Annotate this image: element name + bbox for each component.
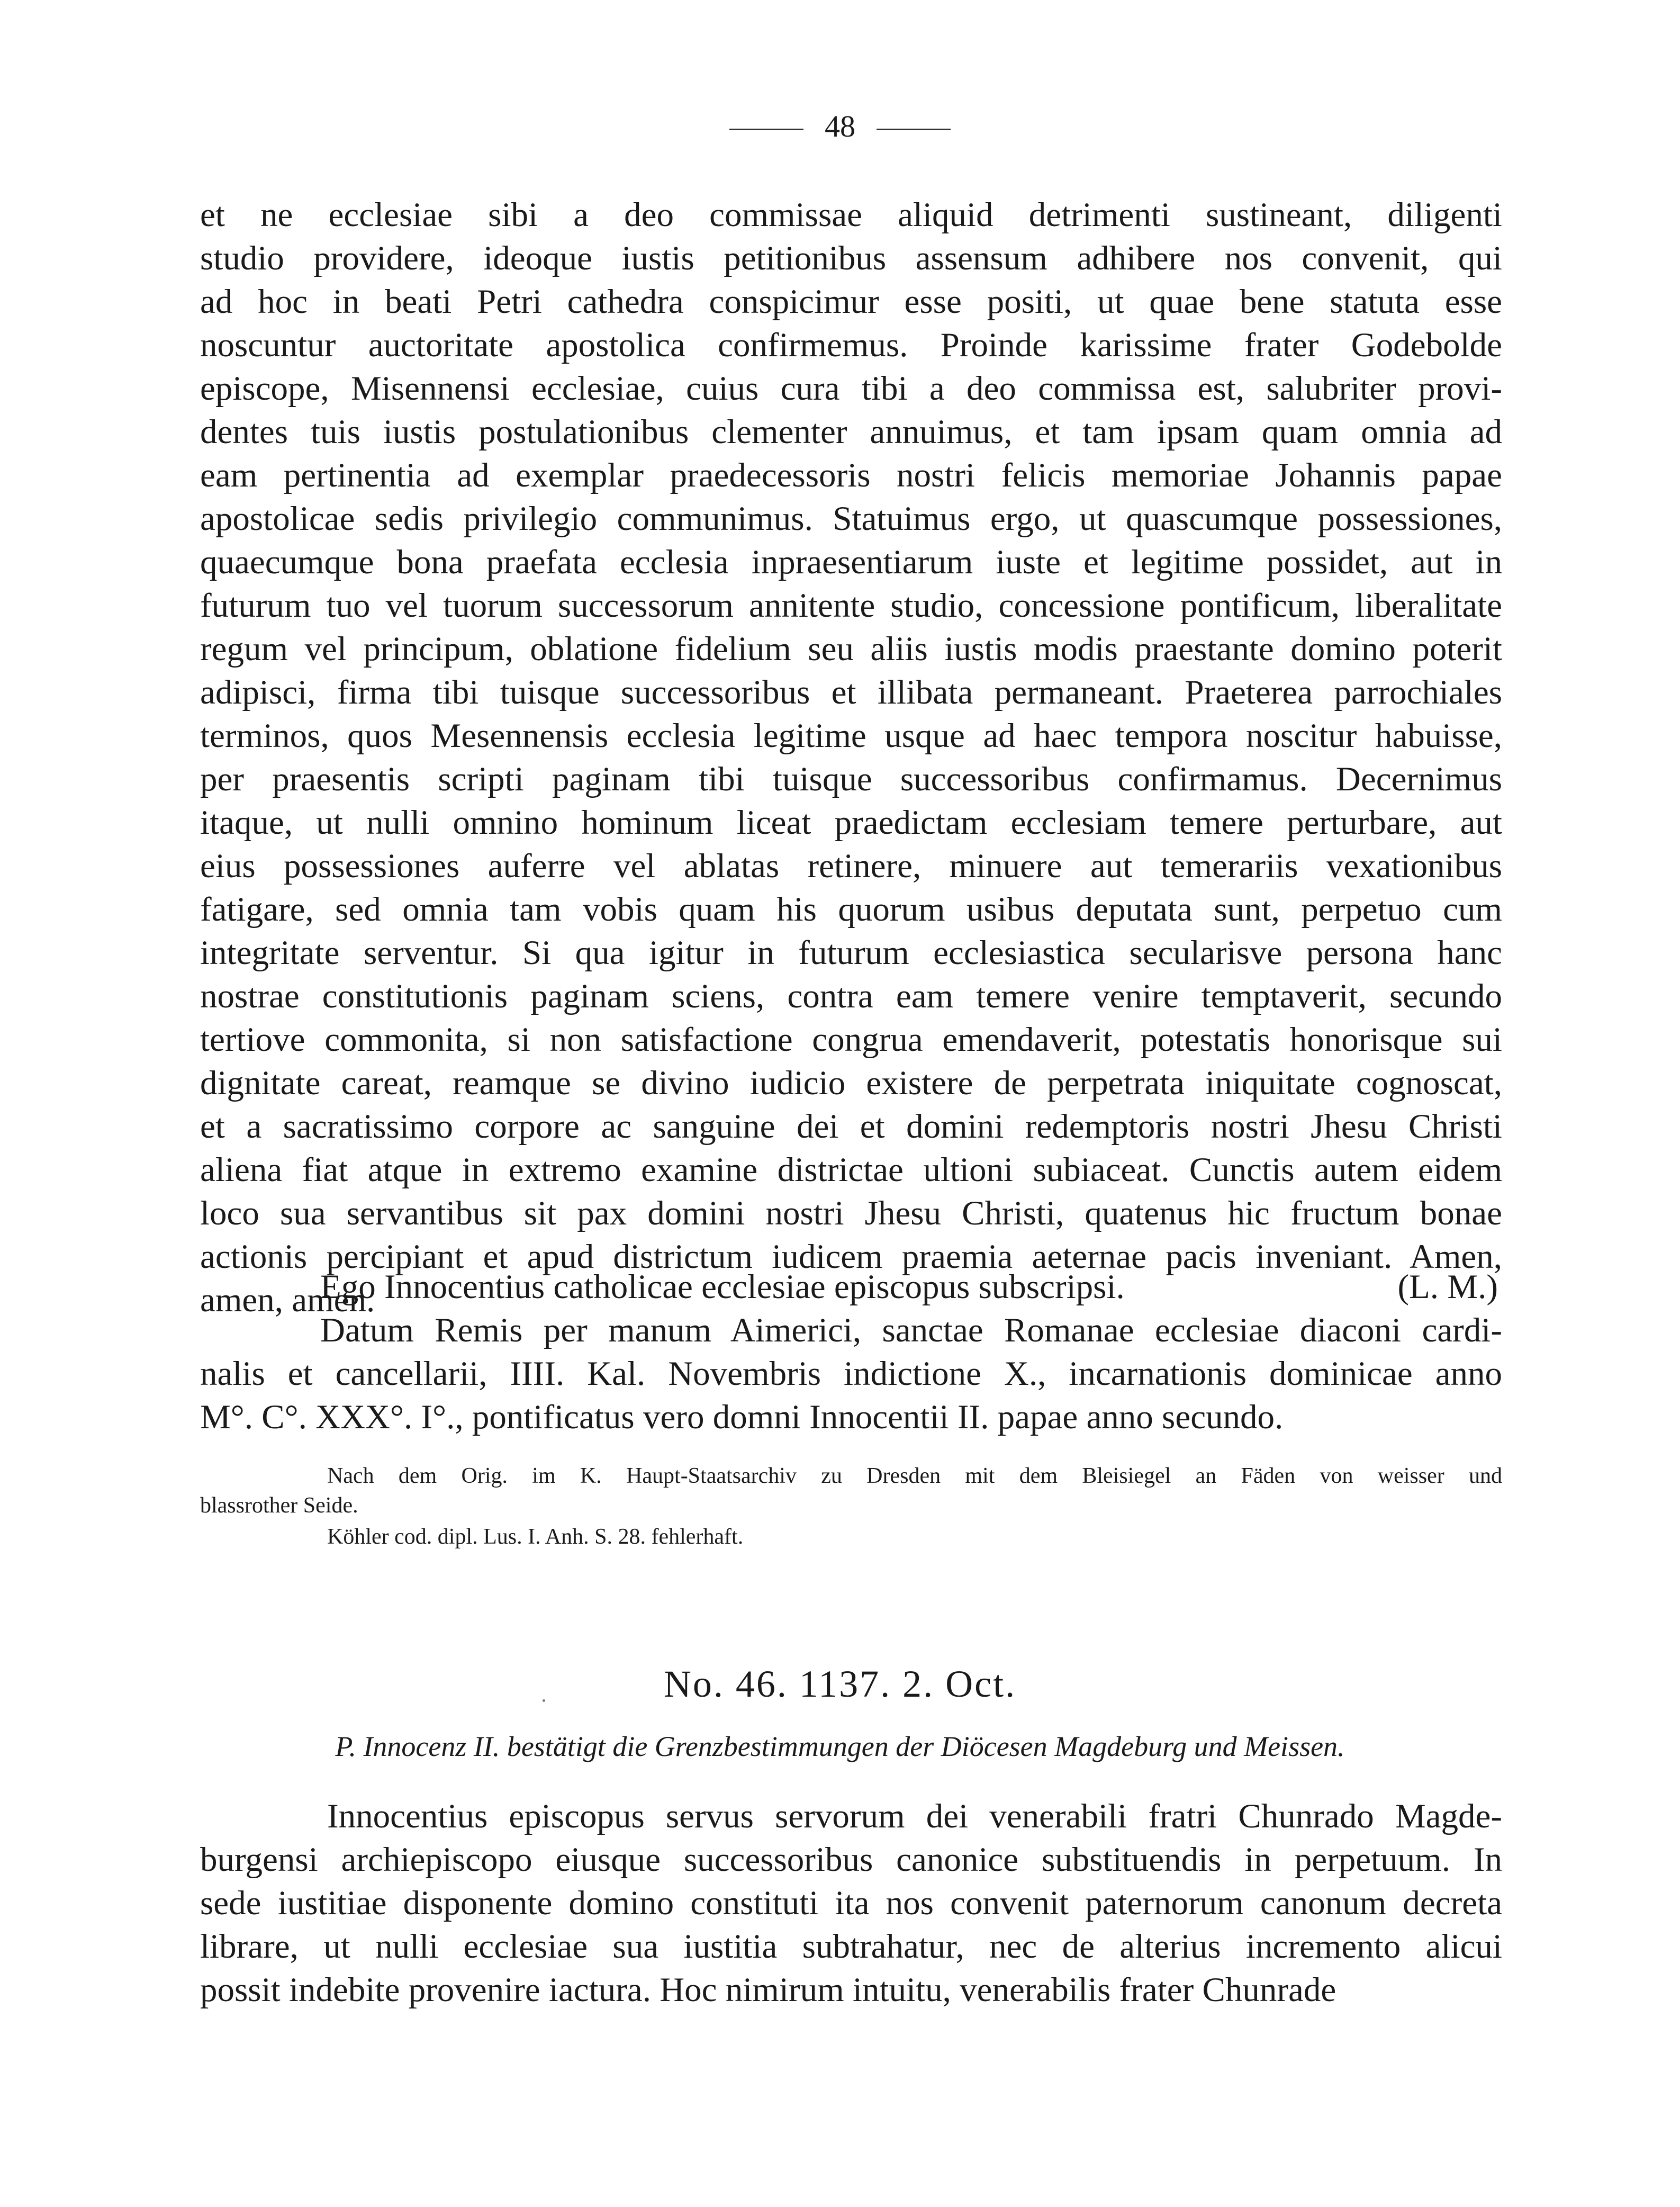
charter-46-body [200,1795,1502,2012]
charter-45-line: episcope, Misennensi ecclesiae, cuius cura tibi a deo commissa est, salubriter provi- [200,370,1502,408]
charter-45-line: fatigare, sed omnia tam vobis quam his quorum usibus deputata sunt, perpetuo cum [200,890,1502,929]
charter-45-line: regum vel principum, oblatione fidelium seu aliis iustis modis praestante domino poterit [200,630,1502,668]
charter-45-line: terminos, quos Mesennensis ecclesia legitime usque ad haec tempora noscitur habuisse, [200,717,1502,755]
document-summary: P. Innocenz II. bestätigt die Grenzbestimmungen der Diöcesen Magdeburg und Meissen. [335,1731,1345,1762]
page-number: 48 [825,109,855,143]
document-heading: No. 46. 1137. 2. Oct. [663,1663,1017,1705]
charter-45-line: per praesentis scripti paginam tibi tuisque successoribus confirmamus. Decernimus [200,760,1502,798]
charter-45-line: eam pertinentia ad exemplar praedecessoris nostri felicis memoriae Johannis papae [200,456,1502,494]
charter-46-line: possit indebite provenire iactura. Hoc nimirum intuitu, venerabilis frater Chunrade [200,1971,1336,2009]
source-note-line: blassrother Seide. [200,1493,358,1518]
charter-45-line: quaecumque bona praefata ecclesia inpraesentiarum iuste et legitime possidet, aut in [200,543,1502,581]
dating-line: Datum Remis per manum Aimerici, sanctae Romanae ecclesiae diaconi cardi- [320,1311,1502,1349]
dating-clause [200,1309,1502,1439]
charter-45-line: futurum tuo vel tuorum successorum annitente studio, concessione pontificum, liberalitate [200,587,1502,625]
charter-45-line: aliena fiat atque in extremo examine districtae ultioni subiaceat. Cunctis autem eidem [200,1151,1502,1189]
charter-46-line: burgensi archiepiscopo eiusque successoribus canonice substituendis in perpetuum. In [200,1841,1502,1879]
source-note [200,1461,1502,1520]
charter-46-line: librare, ut nulli ecclesiae sua iustitia subtrahatur, nec de alterius incremento alicui [200,1927,1502,1966]
charter-45-line: tertiove commonita, si non satisfactione congrua emendaverit, potestatis honorisque sui [200,1021,1502,1059]
source-note-line: Nach dem Orig. im K. Haupt-Staatsarchiv zu Dresden mit dem Bleisiegel an Fäden von weisser und [327,1464,1502,1488]
charter-45-line: dentes tuis iustis postulationibus clementer annuimus, et tam ipsam quam omnia ad [200,413,1502,451]
charter-45-line: nostrae constitutionis paginam sciens, contra eam temere venire temptaverit, secundo [200,977,1502,1015]
charter-45-line: dignitate careat, reamque se divino iudicio existere de perpetrata iniquitate cognoscat, [200,1064,1502,1102]
edition-note: Köhler cod. dipl. Lus. I. Anh. S. 28. fehlerhaft. [327,1525,744,1549]
charter-46-line: sede iustitiae disponente domino constituti ita nos convenit paternorum canonum decreta [200,1884,1502,1922]
charter-45-line: et ne ecclesiae sibi a deo commissae aliquid detrimenti sustineant, diligenti [200,196,1502,234]
charter-45-line: actionis percipiant et apud districtum iudicem praemia aeternae pacis inveniant. Amen, [200,1238,1502,1276]
charter-45-line: itaque, ut nulli omnino hominum liceat praedictam ecclesiam temere perturbare, aut [200,804,1502,842]
charter-45-body [200,193,1502,1322]
charter-45-line: noscuntur auctoritate apostolica confirmemus. Proinde karissime frater Godebolde [200,326,1502,364]
page-header [0,109,1680,144]
subscription-line [320,1265,1498,1309]
header-rule-left [729,129,803,130]
charter-45-line: studio providere, ideoque iustis petitionibus assensum adhibere nos convenit, qui [200,239,1502,277]
charter-46-line: Innocentius episcopus servus servorum dei venerabili fratri Chunrado Magde- [327,1797,1502,1835]
header-rule-right [877,129,951,130]
charter-45-line: et a sacratissimo corpore ac sanguine dei et domini redemptoris nostri Jhesu Christi [200,1107,1502,1146]
seal-mark: (L. M.) [1397,1268,1498,1306]
subscription-text: Ego Innocentius catholicae ecclesiae episcopus subscripsi. [320,1268,1125,1306]
charter-45-line: eius possessiones auferre vel ablatas retinere, minuere aut temerariis vexationibus [200,847,1502,885]
charter-45-line: apostolicae sedis privilegio communimus. Statuimus ergo, ut quascumque possessiones, [200,500,1502,538]
dating-line: M°. C°. XXX°. I°., pontificatus vero domni Innocentii II. papae anno secundo. [200,1398,1284,1436]
charter-45-line: loco sua servantibus sit pax domini nostri Jhesu Christi, quatenus hic fructum bonae [200,1194,1502,1232]
charter-45-line: adipisci, firma tibi tuisque successoribus et illibata permaneant. Praeterea parrochiales [200,673,1502,711]
dating-line: nalis et cancellarii, IIII. Kal. Novembris indictione X., incarnationis dominicae anno [200,1355,1502,1393]
charter-45-line: integritate serventur. Si qua igitur in futurum ecclesiastica secularisve persona hanc [200,934,1502,972]
charter-45-line: ad hoc in beati Petri cathedra conspicimur esse positi, ut quae bene statuta esse [200,283,1502,321]
charter-45-line: amen, amen. [200,1281,375,1319]
